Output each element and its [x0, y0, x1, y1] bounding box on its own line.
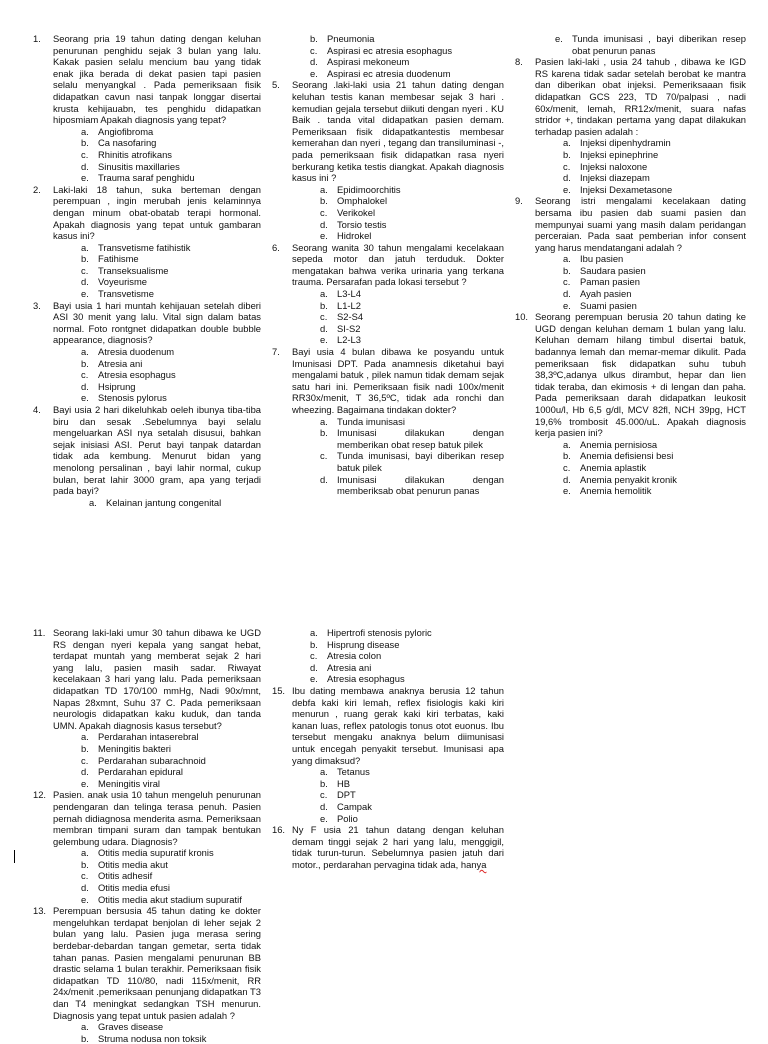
question-4	[33, 404, 261, 508]
option: b. Imunisasi dilakukan dengan memberikan obat resep batuk pilek	[320, 427, 504, 450]
question-text: Seorang perempuan berusia 20 tahun dating ke UGD dengan keluhan demam 1 bulan yang lalu. Keluhan demam hilang timbul disertai batuk, badannya lemah dan memar-memar dikulit. Pada pemeriksaan fisk didapatkan suhu tubuh 38,3ºC,adanya ulkus dirambut, hepar dan lien tidak teraba, dan ekimosis + di lengan dan paha. Pada pemeriksaan darah didapatkan leukosit 1000u/l, Hb 6,5 g/dl, MCV 82fl, NCH 39pg, HCT 19,6% trombosit 45.000/uL. Apakah diagnosis kerja pasien ini?	[535, 311, 746, 439]
options-list	[292, 288, 504, 346]
option: b. Anemia defisiensi besi	[563, 450, 674, 462]
question-text: Laki-laki 18 tahun, suka berteman dengan perempuan , ingin merubah jenis kelaminnya dengan minum obat-obatab terapi hormonal. Apakah diagnosis yang tepat untuk gambaran kasus ini?	[53, 183, 261, 242]
question-number: 11.	[33, 627, 46, 638]
question-5	[272, 79, 504, 241]
option: b. Atresia ani	[81, 357, 143, 369]
option: c. Injeksi naloxone	[563, 160, 648, 172]
option: d. Otitis media efusi	[81, 882, 170, 894]
option: d. Ayah pasien	[563, 288, 632, 300]
question-number: 6.	[272, 241, 280, 253]
option: c. Atresia esophagus	[81, 369, 176, 381]
options-list	[535, 439, 746, 497]
question-text: Seorang istri mengalami kecelakaan dating bersama ibu pasien dab suami pasien dan mempunyai suami yang masih dalam peridangan perceraian. Pada saat pemberian infor consent yang harus mendatangani adalah ?	[535, 195, 746, 253]
options-list	[53, 731, 261, 789]
options-list	[53, 1021, 261, 1044]
option: a. Otitis media supuratif kronis	[81, 847, 214, 859]
option: d. Aspirasi mekoneum	[310, 56, 410, 68]
option: b. Ca nasofaring	[81, 137, 157, 149]
option: a. L3-L4	[320, 288, 361, 300]
option: c. Otitis adhesif	[81, 870, 153, 882]
option: c. Verikokel	[320, 206, 376, 218]
option: e. Aspirasi ec atresia duodenum	[310, 67, 451, 79]
question-16	[272, 824, 504, 870]
option: b. Meningitis bakteri	[81, 742, 171, 754]
option: e. Suami pasien	[563, 299, 637, 311]
options-list	[53, 497, 261, 509]
option: d. Campak	[320, 800, 372, 812]
column-2-top	[272, 33, 504, 497]
question-number: 4.	[33, 404, 41, 415]
question-text: Seorang pria 19 tahun dating dengan keluhan penurunan penghidu sejak 3 bulan yang lalu. Kakak pasien selalu mencium bau yang tidak enak jika berada di dekat pasien tapi pasien selalu menyangkal . Pada pemeriksaan fisik didapatkan cavun nasi tanpak longgar disertai krusta kehijauabn, tes penghidu didapatkan hiposmiam Apakah diagnosis yang tepat?	[53, 33, 261, 126]
options-list-q4-continued	[272, 33, 504, 79]
option: b. Struma nodusa non toksik	[81, 1032, 207, 1044]
option: d. Injeksi diazepam	[563, 172, 650, 184]
option: c. Paman pasien	[563, 276, 640, 288]
question-text: Bayi usia 4 bulan dibawa ke posyandu untuk Imunisasi DPT. Pada anamnesis diketahui bayi mengalami batuk , pilek namun tidak demam sejak satu hari ini. Pemeriksaan fisik nadi 100x/menit RR30x/menit, T 36,5ºC, tidak ada ronchi dan wheezing. Bagaimana tindakan dokter?	[292, 346, 504, 415]
column-1-bottom	[33, 627, 261, 1044]
question-text: Bayi usia 2 hari dikeluhkab oeleh ibunya tiba-tiba biru dan sesak .Sebelumnya bayi selalu mengeluarkan ASI nya setalah disusui, bahkan sejak inisiasi ASI. Perut bayi tanpak datardan tidak ada kembung. Menurut bidan yang menolong persalinan , bayi lahir normal, cukup bulan, berat lahir 3000 gram, apa yang terjadi pada bayi?	[53, 404, 261, 497]
option: d. Atresia ani	[310, 661, 372, 673]
option: a. Ibu pasien	[563, 253, 624, 265]
option: d. SI-S2	[320, 322, 361, 334]
options-list	[292, 766, 504, 824]
options-list	[53, 242, 261, 300]
option: a. Kelainan jantung congenital	[89, 496, 222, 508]
question-number: 8.	[515, 56, 523, 68]
option: b. Pneumonia	[310, 33, 375, 44]
options-list	[292, 184, 504, 242]
question-11	[33, 627, 261, 789]
question-8	[515, 56, 746, 195]
option: b. Fatihisme	[81, 253, 139, 265]
option: e. Stenosis pylorus	[81, 392, 167, 404]
option: a. Anemia pernisiosa	[563, 438, 658, 450]
text-cursor	[14, 850, 15, 863]
option: a. Atresia duodenum	[81, 346, 175, 358]
option: e. L2-L3	[320, 334, 361, 346]
option: b. Omphalokel	[320, 195, 388, 207]
question-text: Bayi usia 1 hari muntah kehijauan setelah diberi ASI 30 menit yang lalu. Vital sign dalam batas normal. Foto rontgnet didapatkan double bubble appearance, diagnosis?	[53, 299, 261, 346]
option: d. Voyeurisme	[81, 276, 147, 288]
question-text: Perempuan bersusia 45 tahun dating ke dokter mengeluhkan terdapat benjolan di leher sejak 2 bulan yang lalu. Pasien juga merasa sering berdebar-debardan tangan gemetar, serta tidak tahan panas. Pasien mengalami penurunan BB drastic selama 1 bulan terakhir. Pemeriksaan fisik didapatkan TD 110/80, nadi 115x/menit, RR 24x/menit .pemeriksaan penunjang didapatkan T3 dan T4 meningkat sedangkan TSH menurun. Diagnosis yang tepat untuk pasien adalah ?	[53, 905, 261, 1021]
option: e. Injeksi Dexametasone	[563, 183, 673, 195]
question-number: 10.	[515, 311, 529, 323]
question-number: 12.	[33, 789, 47, 801]
option: a. Perdarahan intaserebral	[81, 731, 199, 743]
option: e. Meningitis viral	[81, 777, 160, 789]
option: d. Anemia penyakit kronik	[563, 473, 677, 485]
option: c. Anemia aplastik	[563, 461, 647, 473]
question-text: Ibu dating membawa anaknya berusia 12 tahun debfa kaki kiri lemah, reflex fisiologis kaki kiri menurun , ruang gerak kaki kiri terbatas, kaki kanan luas, reflex patologis tonus otot euonus. Ibu tersebut mengaku anaknya belum diimunisasi untuk encegah penyakit tersebut. Imunisasi apa yang dimaksud?	[292, 684, 504, 766]
option: c. Tunda imunisasi, bayi diberikan resep batuk pilek	[320, 450, 504, 473]
option: b. L1-L2	[320, 299, 361, 311]
question-number: 15.	[272, 684, 286, 696]
option: d. Hsiprung	[81, 380, 136, 392]
option: a. Epidimoorchitis	[320, 183, 401, 195]
question-number: 5.	[272, 79, 280, 91]
option: a. Hipertrofi stenosis pyloric	[310, 627, 432, 638]
option: a. Graves disease	[81, 1021, 164, 1033]
options-list-q7-continued	[515, 33, 746, 56]
question-text: Seorang wanita 30 tahun mengalami kecelakaan sepeda motor dan jatuh terduduk. Dokter mengatakan bahwa verika urinaria yang terkana trauma. Persarafan pada lokasi tersebut ?	[292, 241, 504, 288]
option: c. Transeksualisme	[81, 264, 169, 276]
option: b. HB	[320, 777, 351, 789]
options-list	[53, 346, 261, 404]
question-12	[33, 789, 261, 905]
option: e. Atresia esophagus	[310, 673, 405, 685]
option: b. Otitis media akut	[81, 858, 168, 870]
spellcheck-underlined-word: ya	[476, 858, 487, 870]
option: e. Otitis media akut stadium supuratif	[81, 893, 242, 905]
question-3	[33, 300, 261, 404]
option: b. Hisprung disease	[310, 638, 400, 650]
options-list	[535, 137, 746, 195]
option: c. Rhinitis atrofikans	[81, 148, 172, 160]
option: e. Transvetisme	[81, 288, 154, 300]
question-6	[272, 242, 504, 346]
option: d. Imunisasi dilakukan dengan memberiksab obat penurun panas	[320, 473, 504, 497]
option: e. Trauma saraf penghidu	[81, 172, 195, 184]
column-1-top	[33, 33, 261, 508]
question-number: 1.	[33, 33, 41, 44]
question-2	[33, 184, 261, 300]
option: e. Tunda imunisasi , bayi diberikan resep obat penurun panas	[555, 33, 746, 56]
option: e. Anemia hemolitik	[563, 485, 652, 497]
option: e. Hidrokel	[320, 230, 372, 242]
options-list-q14-continued	[272, 627, 504, 685]
question-text: Ny F usia 21 tahun datang dengan keluhan demam tinggi sejak 2 hari yang lalu, menggigil, tidak turun-turun. Sebelumnya pasien jatuh dari motor., perdarahan pervagina tidak ada, han	[292, 824, 504, 870]
option: a. Tetanus	[320, 766, 370, 778]
question-text: Pasien. anak usia 10 tahun mengeluh penurunan pendengaran dan telinga terasa penuh. Pasien pernah didiagnosa menderita asma. Pemeriksaan membran timpani suram dan tampak bentukan gelembung udara. Diagnosis?	[53, 789, 261, 847]
question-13	[33, 905, 261, 1044]
option: d. Torsio testis	[320, 218, 387, 230]
option: a. Injeksi dipenhydramin	[563, 137, 671, 149]
option: e. Polio	[320, 812, 358, 824]
options-list	[292, 416, 504, 497]
question-10	[515, 311, 746, 497]
option: a. Angiofibroma	[81, 125, 154, 137]
option: c. S2-S4	[320, 311, 364, 323]
question-text: Seorang laki-laki umur 30 tahun dibawa ke UGD RS dengan nyeri kepala yang sangat hebat, terdapat muntah yang memberat sejak 2 hari yang lalu, pasien masih sadar. Riwayat kecelakaan 3 hari yang lalu. Pada pemeriksaan didapatkan TD 170/100 mmHg, Nadi 90x/mnt, Napas 28xmnt, Suhu 37 C. Pada pemeriksaan neurologis didapatkan kaku kuduk, dan tanda UMN. Apakah diagnosis kasus tersebut?	[53, 627, 261, 731]
question-text: Seorang .laki-laki usia 21 tahun dating dengan keluhan testis kanan membesar sejak 3 hari . kemudian gejala tersebut diikuti dengan nyeri . KU Baik . tanda vital didapatkan pasien demam. Pemeriksaan fisik didapatkantestis membesar kemerahan dan nyeri , tegang dan transiluminasi -, pada pemeriksaan fisik didapatkan rasa nyeri berkurang ketika testis diangkat. Apakah diagnosis kasus ini ?	[292, 79, 504, 184]
question-number: 16.	[272, 824, 286, 836]
option: c. DPT	[320, 789, 356, 801]
option: c. Atresia colon	[310, 650, 382, 662]
question-7	[272, 346, 504, 497]
question-1	[33, 33, 261, 184]
column-3-top	[515, 33, 746, 497]
question-number: 7.	[272, 346, 280, 358]
question-number: 3.	[33, 299, 41, 311]
option: b. Saudara pasien	[563, 264, 646, 276]
options-list	[53, 126, 261, 184]
question-number: 2.	[33, 183, 41, 195]
option: c. Perdarahan subarachnoid	[81, 754, 206, 766]
option: d. Sinusitis maxillaries	[81, 160, 180, 172]
column-2-bottom	[272, 627, 504, 870]
question-number: 9.	[515, 195, 523, 207]
question-text: Pasien laki-laki , usia 24 tahub , dibawa ke IGD RS karena tidak sadar setelah berobat ke mantra dan diberikan obat injeksi. Pemeriksaaan fisik didapatkan GCS 223, TD 70/palpasi , nadi 60x/menit, lemah, RR12x/menit, suara nafas stridor +, tindakan pertama yang dapat dilakukan terhadap pasien adalah :	[535, 56, 746, 137]
option: c. Aspirasi ec atresia esophagus	[310, 44, 453, 56]
options-list	[53, 847, 261, 905]
option: b. Injeksi epinephrine	[563, 148, 659, 160]
options-list	[535, 253, 746, 311]
question-9	[515, 195, 746, 311]
option: a. Tunda imunisasi	[320, 415, 405, 427]
question-number: 13.	[33, 905, 47, 917]
option: d. Perdarahan epidural	[81, 766, 183, 778]
question-15	[272, 685, 504, 824]
option: a. Transvetisme fatihistik	[81, 241, 191, 253]
